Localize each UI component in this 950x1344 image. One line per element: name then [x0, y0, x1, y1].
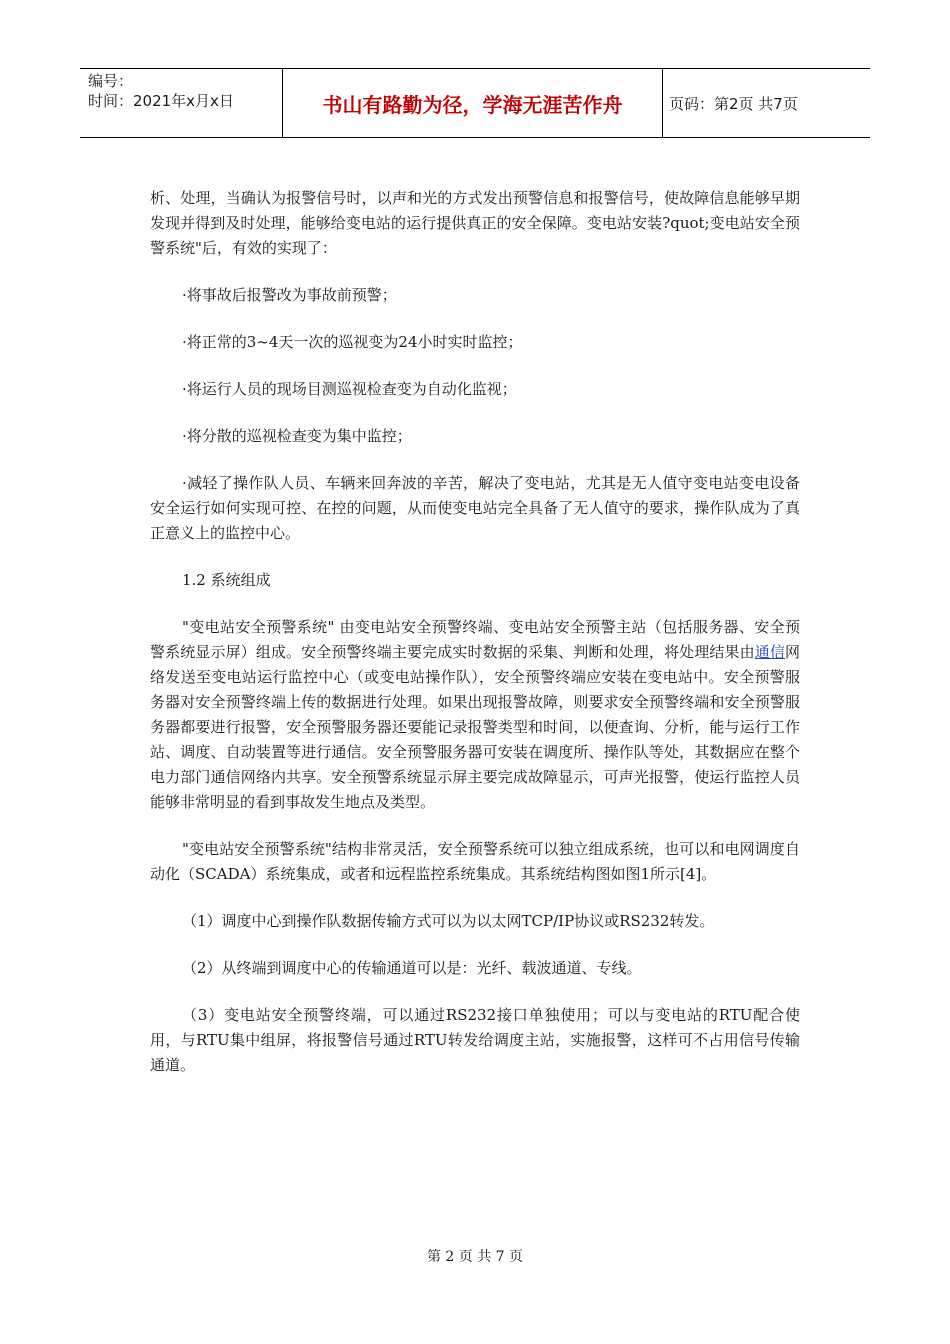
bullet-item: ·将分散的巡视检查变为集中监控；	[182, 427, 412, 445]
document-number-label: 编号：	[88, 72, 134, 90]
communication-link[interactable]: 通信	[754, 643, 785, 661]
page-header	[80, 68, 870, 138]
bullet-item: ·将事故后报警改为事故前预警；	[182, 286, 397, 304]
section-heading: 1.2 系统组成	[182, 571, 271, 589]
header-page-number: 页码：第2页 共7页	[669, 94, 798, 113]
document-body	[150, 186, 800, 1100]
paragraph-structure: "变电站安全预警系统"结构非常灵活，安全预警系统可以独立组成系统，也可以和电网调度自动化（SCADA）系统集成，或者和远程监控系统集成。其系统结构图如图1所示[4]。	[150, 840, 800, 883]
bullet-item: ·将运行人员的现场目测巡视检查变为自动化监视；	[182, 380, 517, 398]
bullet-item: ·将正常的3~4天一次的巡视变为24小时实时监控；	[182, 333, 523, 351]
list-item-3: （3）变电站安全预警终端，可以通过RS232接口单独使用；可以与变电站的RTU配合使用，与RTU集中组屏，将报警信号通过RTU转发给调度主站，实施报警，这样可不占用信号传输通道。	[150, 1006, 800, 1074]
paragraph-text: "变电站安全预警系统" 由变电站安全预警终端、变电站安全预警主站（包括服务器、安全预警系统显示屏）组成。安全预警终端主要完成实时数据的采集、判断和处理，将处理结果由	[150, 618, 800, 661]
bullet-item: ·减轻了操作队人员、车辆来回奔波的辛苦，解决了变电站，尤其是无人值守变电站变电设备安全运行如何实现可控、在控的问题，从而使变电站完全具备了无人值守的要求，操作队成为了真正意义上的监控中心。	[150, 474, 800, 542]
header-motto: 书山有路勤为径，学海无涯苦作舟	[283, 69, 663, 137]
list-item-2: （2）从终端到调度中心的传输通道可以是：光纤、载波通道、专线。	[182, 959, 642, 977]
document-date-label: 时间：2021年x月x日	[88, 92, 234, 110]
paragraph-system-composition	[150, 615, 800, 815]
page-footer: 第 2 页 共 7 页	[426, 1249, 524, 1265]
header-info-cell	[80, 69, 283, 137]
paragraph-text: 网络发送至变电站运行监控中心（或变电站操作队），安全预警终端应安装在变电站中。安全预警服务器对安全预警终端上传的数据进行处理。如果出现报警故障，则要求安全预警终端和安全预警服务器都要进行报警，安全预警服务器还要能记录报警类型和时间，以便查询、分析，能与运行工作站、调度、自动装置等进行通信。安全预警服务器可安装在调度所、操作队等处，其数据应在整个电力部门通信网络内共享。安全预警系统显示屏主要完成故障显示，可声光报警，使运行监控人员能够非常明显的看到事故发生地点及类型。	[150, 643, 800, 811]
paragraph-intro: 析、处理，当确认为报警信号时，以声和光的方式发出预警信息和报警信号，使故障信息能够早期发现并得到及时处理，能够给变电站的运行提供真正的安全保障。变电站安装?quot;变电站安全预警系统"后，有效的实现了：	[150, 189, 800, 257]
list-item-1: （1）调度中心到操作队数据传输方式可以为以太网TCP/IP协议或RS232转发。	[182, 912, 715, 930]
